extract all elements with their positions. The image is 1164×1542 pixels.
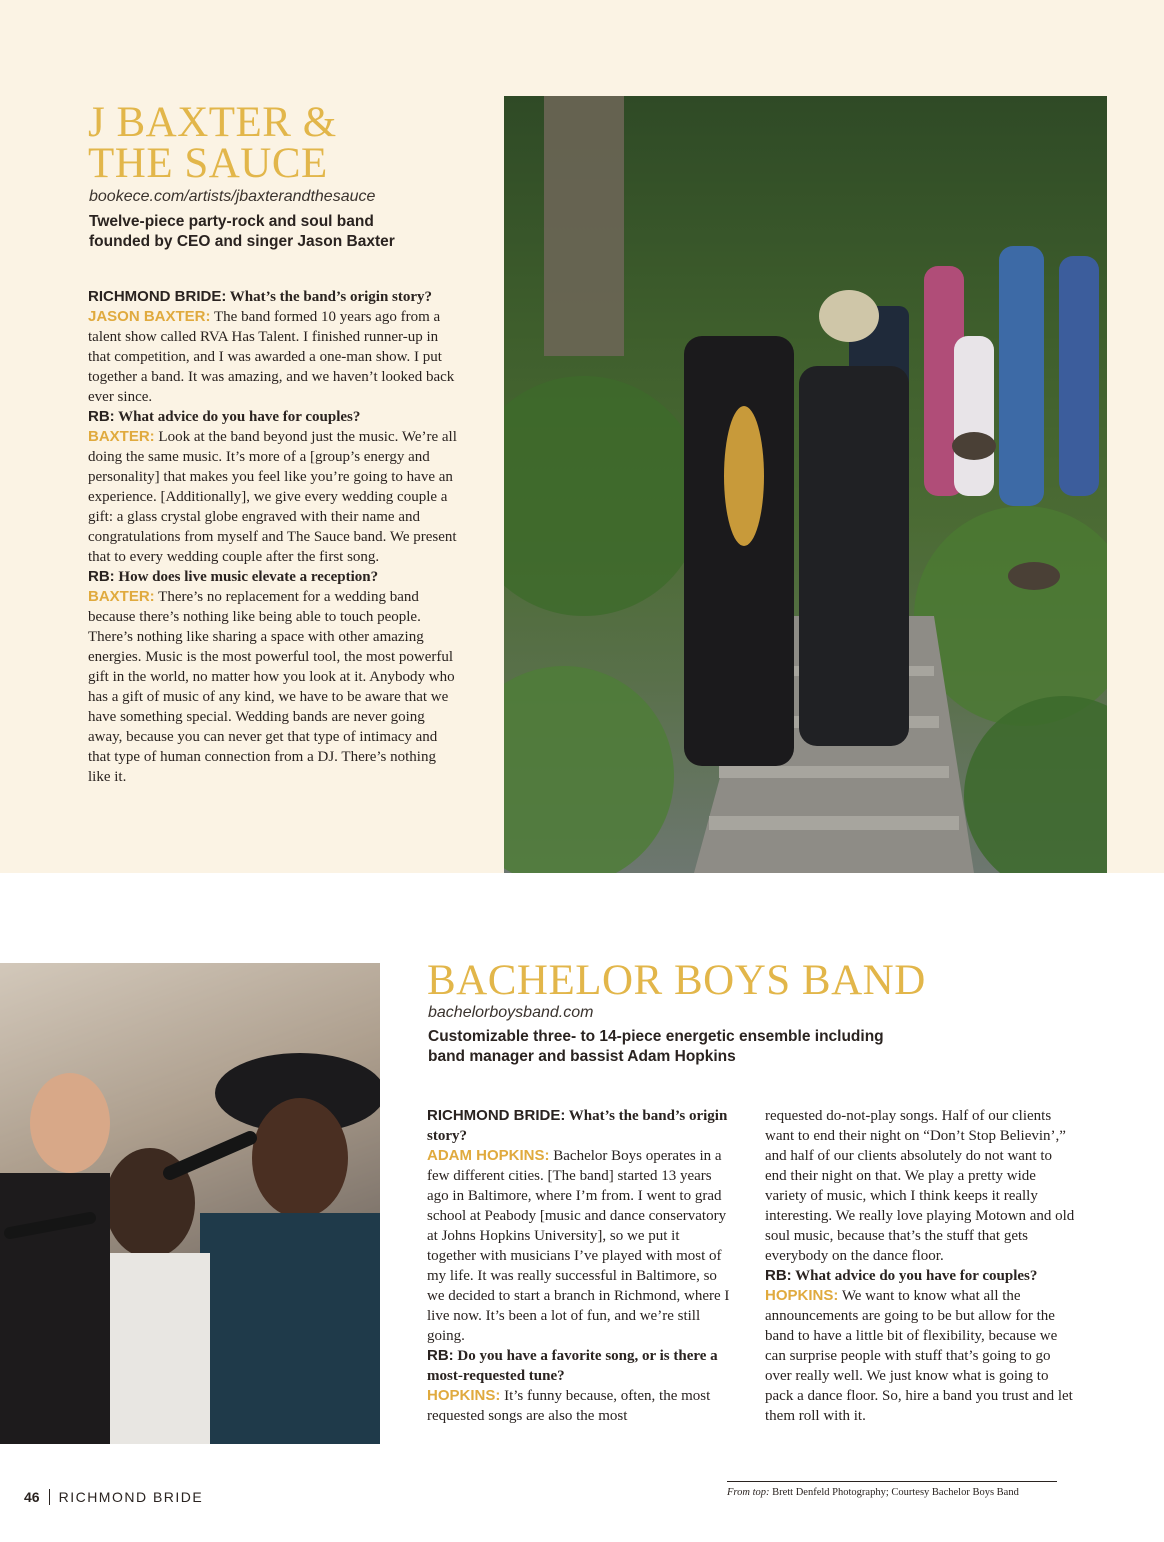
section2-tagline-line2: band manager and bassist Adam Hopkins [428,1048,736,1065]
section2-title: BACHELOR BOYS BAND [427,957,926,1004]
question: RB: How does live music elevate a reception? [88,568,379,585]
section2-url[interactable]: bachelorboysband.com [428,1004,594,1021]
question: RB: What advice do you have for couples? [765,1267,1038,1284]
section2-column1 [427,1106,731,1426]
photo-credit: From top: Brett Denfeld Photography; Courtesy Bachelor Boys Band [727,1487,1019,1498]
answer: HOPKINS: It’s funny because, often, the most requested songs are also the most [427,1387,711,1424]
page-footer [24,1489,203,1505]
section1-title-line2: THE SAUCE [88,140,328,187]
question: RB: Do you have a favorite song, or is there a most-requested tune? [427,1347,718,1384]
question: RICHMOND BRIDE: What’s the band’s origin story? [88,288,433,305]
footer-divider [49,1489,50,1505]
section1-tagline-line1: Twelve-piece party-rock and soul band [89,213,374,230]
answer: BAXTER: There’s no replacement for a wedding band because there’s nothing like being able to touch people. There’s nothing like sharing a space with other amazing energies. Music is the most powerful tool, the most powerful gift in the world, no matter how you look at it. Anybody who has a gift of music of any kind, we have to be aware that we have something special. Wedding bands are never going away, because you can never get that type of intimacy and that type of human connection from a DJ. There’s nothing like it. [88,588,455,785]
credit-rule [727,1481,1057,1482]
question: RB: What advice do you have for couples? [88,408,361,425]
singers-illustration [0,963,380,1444]
garden-scene-illustration [504,96,1107,873]
section1-title [88,99,468,187]
section1-title-line1: J BAXTER & [88,99,337,146]
answer: HOPKINS: We want to know what all the announcements are going to be but allow for the band to have a little bit of flexibility, because we can surprise people with stuff that’s going to go over really well. We just know what is going to pack a dance floor. So, hire a band you trust and let them roll with it. [765,1287,1073,1424]
page-number: 46 [24,1489,40,1505]
section2-tagline [428,1027,884,1067]
answer: BAXTER: Look at the band beyond just the music. We’re all doing the same music. It’s more of a [group’s energy and personality] that makes you feel like you’re going to have an experience. [Additionally], we give every wedding couple a gift: a glass crystal globe engraved with their name and congratulations from myself and The Sauce band. We present that to every wedding couple after the first song. [88,428,457,565]
answer-continued: requested do-not-play songs. Half of our clients want to end their night on “Don’t Stop Believin’,” and half of our clients absolutely do not want to end their night on that. We play a pretty wide variety of music, which I think keeps it really interesting. We really love playing Motown and old soul music, because that’s the stuff that gets everybody on the dance floor. [765,1108,1075,1264]
answer: JASON BAXTER: The band formed 10 years ago from a talent show called RVA Has Talent. I finished runner-up in that competition, and I was awarded a one-man show. I put together a band. It was amazing, and we haven’t looked back ever since. [88,308,455,405]
section2-column2 [765,1106,1077,1426]
section1-tagline [89,212,395,252]
question: RICHMOND BRIDE: What’s the band’s origin story? [427,1107,728,1144]
answer: ADAM HOPKINS: Bachelor Boys operates in a few different cities. [The band] started 13 years ago in Baltimore, where I’m from. I went to grad school at Peabody [music and dance conservatory at Johns Hopkins University], so we put it together with musicians I’ve played with most of my life. It was really successful in Baltimore, so we decided to start a branch in Richmond, where I live now. It’s been a lot of fun, and we’re still going. [427,1147,730,1344]
section2-tagline-line1: Customizable three- to 14-piece energetic ensemble including [428,1028,884,1045]
band-procession-photo [504,96,1107,873]
section1-interview [88,287,460,787]
singers-performing-photo [0,963,380,1444]
section1-tagline-line2: founded by CEO and singer Jason Baxter [89,233,395,250]
section1-url[interactable]: bookece.com/artists/jbaxterandthesauce [89,188,376,205]
magazine-name: RICHMOND BRIDE [58,1489,204,1505]
